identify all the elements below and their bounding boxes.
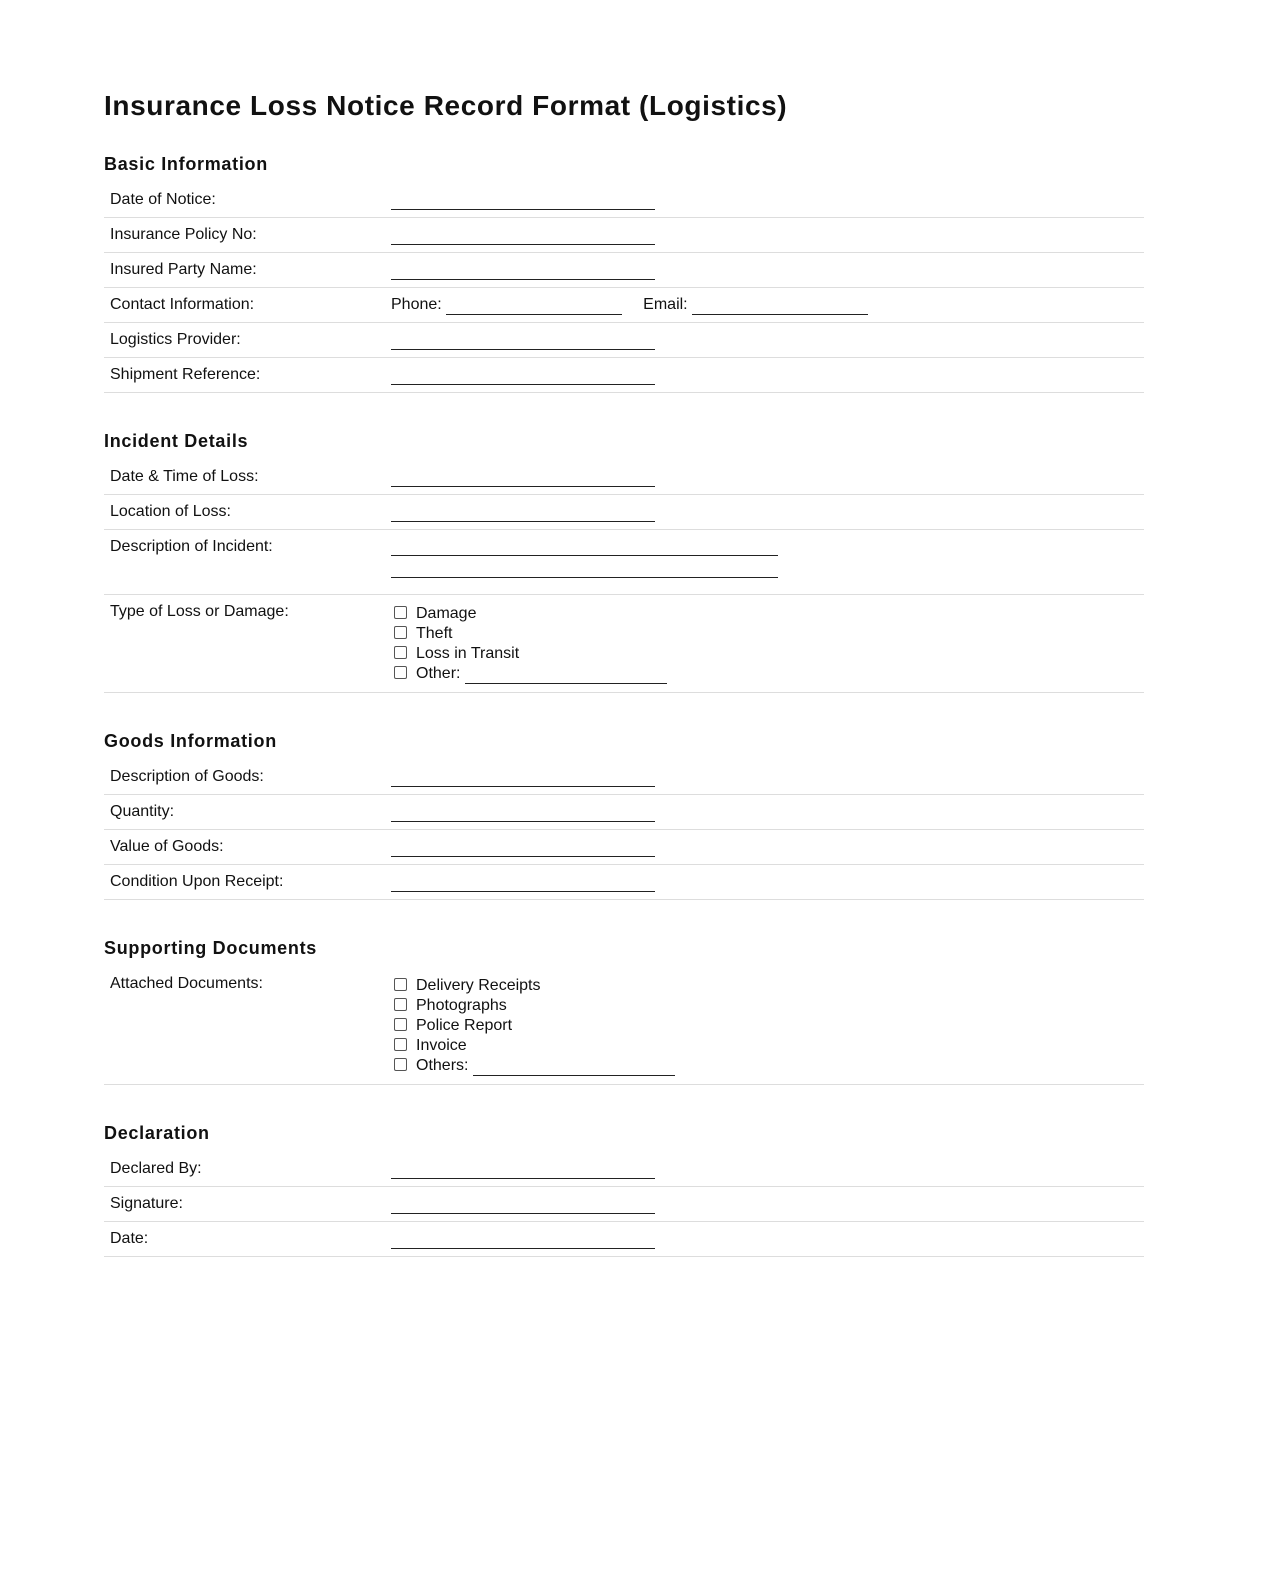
checkbox-item	[391, 996, 1144, 1016]
table-row	[104, 358, 1144, 393]
table-row	[104, 1187, 1144, 1222]
others-documents-field[interactable]	[473, 1059, 675, 1076]
table-row	[104, 595, 1144, 693]
checkbox-item	[391, 976, 1144, 996]
date-time-of-loss-field[interactable]	[391, 469, 655, 487]
checkbox-item	[391, 1056, 1144, 1076]
table-row	[104, 865, 1144, 900]
field-label: Contact Information:	[104, 288, 391, 323]
section-heading: Supporting Documents	[104, 938, 317, 958]
table-row	[104, 830, 1144, 865]
others-checkbox[interactable]	[394, 1058, 407, 1071]
checkbox-item	[391, 644, 1144, 664]
field-label: Insured Party Name:	[104, 253, 391, 288]
form-page	[104, 0, 1144, 1257]
field-label: Signature:	[104, 1187, 391, 1222]
checkbox-label: Others:	[416, 1057, 469, 1074]
checkbox-label: Loss in Transit	[416, 645, 520, 662]
theft-checkbox[interactable]	[394, 626, 407, 639]
checkbox-item	[391, 664, 1144, 684]
damage-checkbox[interactable]	[394, 606, 407, 619]
loss-type-checklist	[391, 602, 1144, 684]
incident-description-line-2[interactable]	[391, 562, 778, 578]
page-title: Insurance Loss Notice Record Format (Logistics)	[104, 90, 788, 121]
delivery-receipts-checkbox[interactable]	[394, 978, 407, 991]
checkbox-label: Photographs	[416, 997, 507, 1014]
field-label: Date of Notice:	[104, 183, 391, 218]
other-loss-checkbox[interactable]	[394, 666, 407, 679]
table-row	[104, 1152, 1144, 1187]
phone-field[interactable]	[446, 297, 622, 315]
field-label: Quantity:	[104, 795, 391, 830]
signature-field[interactable]	[391, 1196, 655, 1214]
checkbox-item	[391, 624, 1144, 644]
section-incident-details	[104, 430, 1144, 693]
section-basic-information	[104, 153, 1144, 393]
section-goods-information	[104, 730, 1144, 900]
table-row	[104, 288, 1144, 323]
section-supporting-documents	[104, 937, 1144, 1085]
field-label: Declared By:	[104, 1152, 391, 1187]
field-label: Attached Documents:	[104, 967, 391, 1085]
table-row	[104, 967, 1144, 1085]
date-of-notice-field[interactable]	[391, 192, 655, 210]
declaration-table	[104, 1152, 1144, 1257]
supporting-documents-table	[104, 967, 1144, 1085]
field-label: Location of Loss:	[104, 495, 391, 530]
field-label: Condition Upon Receipt:	[104, 865, 391, 900]
section-declaration	[104, 1122, 1144, 1257]
table-row	[104, 323, 1144, 358]
section-heading: Incident Details	[104, 431, 249, 451]
section-heading: Declaration	[104, 1123, 210, 1143]
table-row	[104, 495, 1144, 530]
checkbox-label: Other:	[416, 665, 461, 682]
field-label: Value of Goods:	[104, 830, 391, 865]
table-row	[104, 795, 1144, 830]
checkbox-label: Police Report	[416, 1017, 513, 1034]
logistics-provider-field[interactable]	[391, 332, 655, 350]
checkbox-item	[391, 1036, 1144, 1056]
table-row	[104, 530, 1144, 595]
condition-upon-receipt-field[interactable]	[391, 874, 655, 892]
invoice-checkbox[interactable]	[394, 1038, 407, 1051]
field-label: Shipment Reference:	[104, 358, 391, 393]
table-row	[104, 253, 1144, 288]
shipment-reference-field[interactable]	[391, 367, 655, 385]
declaration-date-field[interactable]	[391, 1231, 655, 1249]
incident-details-table	[104, 460, 1144, 693]
field-label: Insurance Policy No:	[104, 218, 391, 253]
table-row	[104, 460, 1144, 495]
policy-number-field[interactable]	[391, 227, 655, 245]
checkbox-item	[391, 1016, 1144, 1036]
photographs-checkbox[interactable]	[394, 998, 407, 1011]
table-row	[104, 183, 1144, 218]
table-row	[104, 1222, 1144, 1257]
checkbox-label: Damage	[416, 605, 477, 622]
insured-party-name-field[interactable]	[391, 262, 655, 280]
basic-information-table	[104, 183, 1144, 393]
checkbox-label: Invoice	[416, 1037, 467, 1054]
checkbox-label: Theft	[416, 625, 453, 642]
field-label: Description of Goods:	[104, 760, 391, 795]
field-label: Logistics Provider:	[104, 323, 391, 358]
section-heading: Basic Information	[104, 154, 268, 174]
section-heading: Goods Information	[104, 731, 277, 751]
field-label: Type of Loss or Damage:	[104, 595, 391, 693]
value-of-goods-field[interactable]	[391, 839, 655, 857]
other-loss-field[interactable]	[465, 667, 667, 684]
email-label: Email:	[643, 296, 688, 313]
email-field[interactable]	[692, 297, 868, 315]
checkbox-item	[391, 604, 1144, 624]
location-of-loss-field[interactable]	[391, 504, 655, 522]
quantity-field[interactable]	[391, 804, 655, 822]
table-row	[104, 218, 1144, 253]
police-report-checkbox[interactable]	[394, 1018, 407, 1031]
loss-in-transit-checkbox[interactable]	[394, 646, 407, 659]
declared-by-field[interactable]	[391, 1161, 655, 1179]
incident-description-line-1[interactable]	[391, 540, 778, 556]
goods-description-field[interactable]	[391, 769, 655, 787]
field-label: Description of Incident:	[104, 530, 391, 595]
field-label: Date & Time of Loss:	[104, 460, 391, 495]
attached-documents-checklist	[391, 974, 1144, 1076]
table-row	[104, 760, 1144, 795]
checkbox-label: Delivery Receipts	[416, 977, 541, 994]
phone-label: Phone:	[391, 296, 442, 313]
goods-information-table	[104, 760, 1144, 900]
field-label: Date:	[104, 1222, 391, 1257]
